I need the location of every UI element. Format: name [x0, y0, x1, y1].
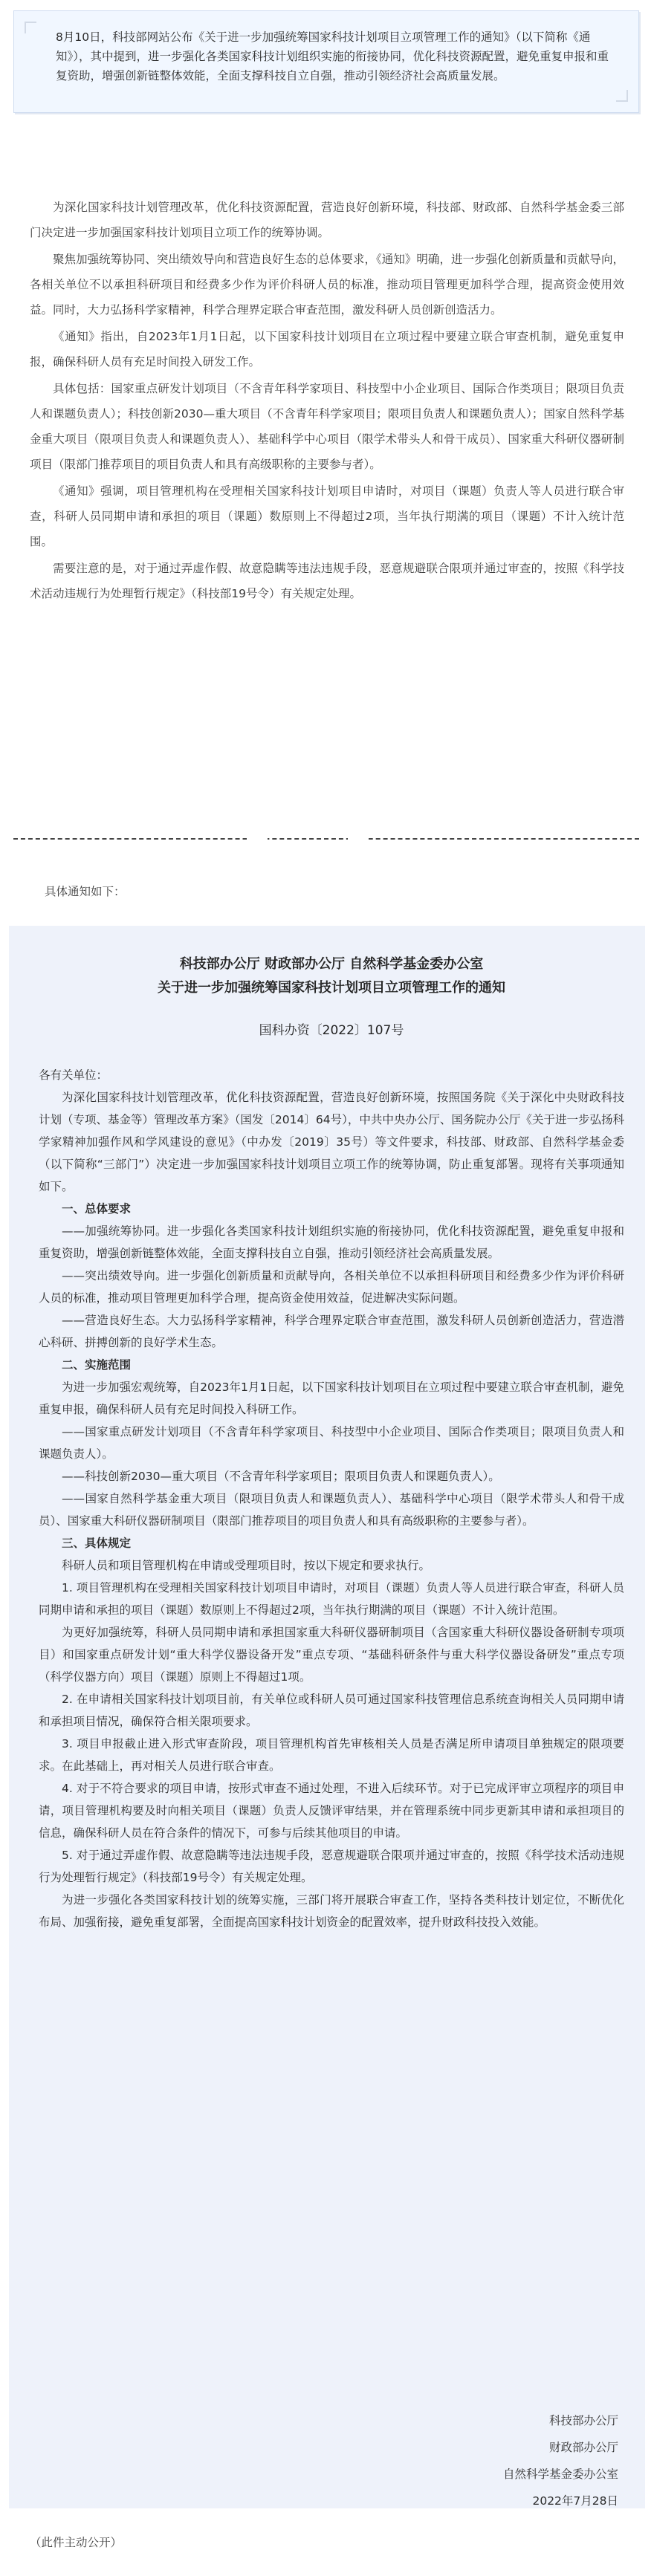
quote-corner-bottom-right — [616, 90, 628, 102]
notice-paragraph: 4. 对于不符合要求的项目申请，按形式审查不通过处理，不进入后续环节。对于已完成评审立项程序的项目申请，项目管理机构要及时向相关项目（课题）负责人反馈评审结果，并在管理系统中同步更新其申请和承担项目的信息，确保科研人员在符合条件的情况下，可参与后续其他项目的申请。 — [39, 1782, 624, 1840]
notice-section-heading: 三、具体规定 — [62, 1537, 132, 1550]
body-paragraph: 需要注意的是，对于通过弄虚作假、故意隐瞒等违法违规手段，恶意规避联合限项并通过审查的，按照《科学技术活动违规行为处理暂行规定》（科技部19号令）有关规定处理。 — [30, 562, 624, 600]
notice-paragraph: 为深化国家科技计划管理改革，优化科技资源配置，营造良好创新环境，按照国务院《关于深化中央财政科技计划（专项、基金等）管理改革方案》（国发〔2014〕64号），中共中央办公厅、国务院办公厅《关于进一步弘扬科学家精神加强作风和学风建设的意见》（中办发〔2019〕35号）等文件要求，科技部、财政部、自然科学基金委（以下简称“三部门”）决定进一步加强国家科技计划项目立项工作的统筹协调，防止重复部署。现将有关事项通知如下。 — [39, 1091, 624, 1193]
notice-paragraph: ——加强统筹协同。进一步强化各类国家科技计划组织实施的衔接协同，优化科技资源配置，避免重复申报和重复资助，增强创新链整体效能，全面支撑科技自立自强，推动引领经济社会高质量发展。 — [39, 1224, 624, 1260]
divider-gap — [247, 834, 268, 843]
notice-paragraph: 为更好加强统筹，科研人员同期申请和承担国家重大科研仪器研制项目（含国家重大科研仪器设备研制专项项目）和国家重点研发计划“重大科学仪器设备开发”重点专项、“基础科研条件与重大科学仪器设备研发”重点专项（科学仪器方向）项目（课题）原则上不得超过1项。 — [39, 1626, 624, 1684]
notice-doc-number: 国科办资〔2022〕107号 — [259, 1023, 404, 1038]
quote-corner-top-left — [25, 22, 36, 33]
notice-section-heading: 一、总体要求 — [62, 1202, 132, 1216]
notice-title: 关于进一步加强统筹国家科技计划项目立项管理工作的通知 — [158, 980, 505, 996]
notice-paragraph: ——营造良好生态。大力弘扬科学家精神，科学合理界定联合审查范围，激发科研人员创新创造活力，营造潜心科研、拼搏创新的良好学术生态。 — [39, 1314, 624, 1349]
notice-paragraphs — [39, 1086, 624, 1933]
notice-intro-text: 具体通知如下： — [45, 885, 126, 898]
signature-line: 科技部办公厅 — [548, 2414, 618, 2427]
body-paragraph: 具体包括：国家重点研发计划项目（不含青年科学家项目、科技型中小企业项目、国际合作类项目；限项目负责人和课题负责人）；科技创新2030—重大项目（不含青年科学家项目；限项目负责人和课题负责人）；国家自然科学基金重大项目（限项目负责人和课题负责人）、基础科学中心项目（限学术带头人和骨干成员）、国家重大科研仪器研制项目（限部门推荐项目的项目负责人和具有高级职称的主要参与者）。 — [30, 382, 624, 471]
notice-issuers: 科技部办公厅 财政部办公厅 自然科学基金委办公室 — [179, 956, 484, 972]
notice-paragraph: 3. 项目申报截止进入形式审查阶段，项目管理机构首先审核相关人员是否满足所申请项目单独规定的限项要求。在此基础上，再对相关人员进行联合审查。 — [39, 1737, 624, 1773]
body-paragraph: 《通知》指出，自2023年1月1日起，以下国家科技计划项目在立项过程中要建立联合审查机制，避免重复申报，确保科研人员有充足时间投入研发工作。 — [30, 330, 624, 369]
notice-paragraph: ——国家自然科学基金重大项目（限项目负责人和课题负责人）、基础科学中心项目（限学术带头人和骨干成员）、国家重大科研仪器研制项目（限部门推荐项目的项目负责人和具有高级职称的主要参与者）。 — [39, 1492, 624, 1528]
article-body — [30, 195, 624, 608]
notice-paragraph: ——国家重点研发计划项目（不含青年科学家项目、科技型中小企业项目、国际合作类项目；限项目负责人和课题负责人）。 — [39, 1425, 624, 1461]
intro-summary-box — [13, 10, 639, 113]
notice-paragraph: 2. 在申请相关国家科技计划项目前，有关单位或科研人员可通过国家科技管理信息系统查询相关人员同期申请和承担项目情况，确保符合相关限项要求。 — [39, 1693, 624, 1728]
body-paragraph: 聚焦加强统筹协同、突出绩效导向和营造良好生态的总体要求，《通知》明确，进一步强化创新质量和贡献导向，各相关单位不以承担科研项目和经费多少作为评价科研人员的标准，推动项目管理更加科学合理，提高资金使用效益。同时，大力弘扬科学家精神，科学合理界定联合审查范围，激发科研人员创新创造活力。 — [30, 253, 624, 317]
notice-addressee: 各有关单位： — [39, 1068, 109, 1082]
intro-summary-text: 8月10日，科技部网站公布《关于进一步加强统筹国家科技计划项目立项管理工作的通知》（以下简称《通知》），其中提到，进一步强化各类国家科技计划组织实施的衔接协同，优化科技资源配置，避免重复申报和重复资助，增强创新链整体效能，全面支撑科技自立自强，推动引领经济社会高质量发展。 — [56, 30, 609, 82]
notice-paragraph: ——突出绩效导向。进一步强化创新质量和贡献导向，各相关单位不以承担科研项目和经费多少作为评价科研人员的标准，推动项目管理更加科学合理，提高资金使用效益，促进解决实际问题。 — [39, 1269, 624, 1305]
signature-date: 2022年7月28日 — [532, 2494, 618, 2508]
body-paragraph: 为深化国家科技计划管理改革，优化科技资源配置，营造良好创新环境，科技部、财政部、自然科学基金委三部门决定进一步加强国家科技计划项目立项工作的统筹协调。 — [30, 201, 624, 239]
signature-line: 财政部办公厅 — [548, 2441, 618, 2454]
body-paragraph: 《通知》强调，项目管理机构在受理相关国家科技计划项目申请时，对项目（课题）负责人等人员进行联合审查，科研人员同期申请和承担的项目（课题）数原则上不得超过2项，当年执行期满的项目（课题）不计入统计范围。 — [30, 484, 624, 548]
signature-block — [503, 2407, 618, 2514]
notice-paragraph: 1. 项目管理机构在受理相关国家科技计划项目申请时，对项目（课题）负责人等人员进行联合审查，科研人员同期申请和承担的项目（课题）数原则上不得超过2项，当年执行期满的项目（课题）不计入统计范围。 — [39, 1581, 624, 1617]
notice-paragraph: 5. 对于通过弄虚作假、故意隐瞒等违法违规手段，恶意规避联合限项并通过审查的，按照《科学技术活动违规行为处理暂行规定》（科技部19号令）有关规定处理。 — [39, 1849, 624, 1884]
notice-paragraph: 为进一步强化各类国家科技计划的统筹实施，三部门将开展联合审查工作，坚持各类科技计划定位，不断优化布局、加强衔接，避免重复部署，全面提高国家科技计划资金的配置效率，提升财政科技投入效能。 — [39, 1893, 624, 1929]
notice-section-heading: 二、实施范围 — [62, 1358, 132, 1372]
signature-line: 自然科学基金委办公室 — [502, 2468, 618, 2481]
notice-paragraph: ——科技创新2030—重大项目（不含青年科学家项目；限项目负责人和课题负责人）。 — [62, 1470, 500, 1483]
divider-gap — [348, 834, 369, 843]
dashed-divider — [13, 838, 639, 840]
notice-document — [9, 926, 645, 2508]
notice-paragraph: 为进一步加强宏观统筹，自2023年1月1日起，以下国家科技计划项目在立项过程中要建立联合审查机制，避免重复申报，确保科研人员有充足时间投入科研工作。 — [39, 1381, 624, 1416]
disclosure-note: （此件主动公开） — [30, 2536, 123, 2549]
notice-paragraph: 科研人员和项目管理机构在申请或受理项目时，按以下规定和要求执行。 — [62, 1559, 431, 1572]
